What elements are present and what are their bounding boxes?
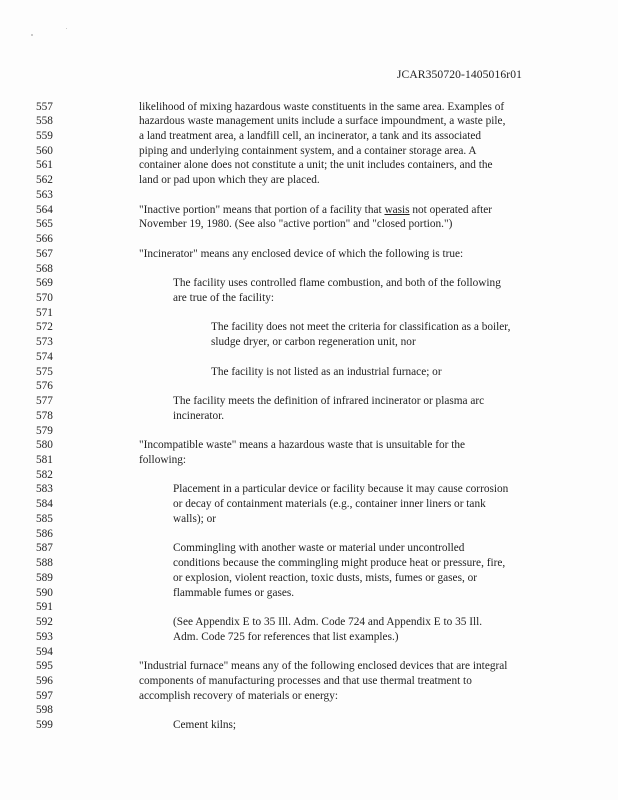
document-line (0, 512, 618, 527)
line-text (173, 630, 399, 645)
line-text (139, 453, 186, 468)
line-number: 580 (36, 439, 53, 452)
line-text (139, 158, 493, 173)
line-number: 565 (36, 218, 53, 231)
line-text (139, 114, 505, 129)
document-line (0, 645, 618, 660)
line-number: 581 (36, 454, 53, 467)
line-text-segment: not operated after (409, 203, 493, 216)
line-text-segment: "Incompatible waste" means a hazardous waste that is unsuitable for the (139, 439, 466, 452)
document-line (0, 365, 618, 380)
line-number: 575 (36, 365, 53, 378)
document-line (0, 306, 618, 321)
line-number: 583 (36, 483, 53, 496)
line-text (139, 144, 477, 159)
document-line (0, 129, 618, 144)
document-line (0, 144, 618, 159)
line-number: 577 (36, 395, 53, 408)
line-text-segment: The facility does not meet the criteria for classification as a boiler, (211, 321, 511, 334)
line-text-segment: container alone does not constitute a unit; the unit includes containers, and the (139, 159, 493, 172)
line-number: 566 (36, 233, 53, 246)
document-line (0, 556, 618, 571)
line-text (173, 586, 294, 601)
document-line (0, 100, 618, 115)
document-line (0, 158, 618, 173)
line-text-segment: Placement in a particular device or facility because it may cause corrosion (173, 483, 509, 496)
document-line (0, 674, 618, 689)
line-number: 557 (36, 100, 53, 113)
document-line (0, 409, 618, 424)
amended-text-underline: wasis (384, 203, 410, 216)
line-text (139, 659, 507, 674)
line-text (173, 276, 501, 291)
document-line (0, 615, 618, 630)
line-text-segment: piping and underlying containment system, and a container storage area. A (139, 144, 477, 157)
line-number: 562 (36, 174, 53, 187)
line-text-segment: walls); or (173, 512, 216, 525)
document-line (0, 600, 618, 615)
line-text-segment: hazardous waste management units include a surface impoundment, a waste pile, (139, 115, 506, 128)
document-line (0, 320, 618, 335)
line-number: 564 (36, 203, 53, 216)
line-number: 598 (36, 704, 53, 717)
line-text (139, 100, 504, 115)
line-text (173, 291, 274, 306)
line-text-segment: Cement kilns; (173, 719, 237, 732)
line-number: 568 (36, 262, 53, 275)
line-number: 596 (36, 674, 53, 687)
line-text (173, 718, 236, 733)
line-text-segment: flammable fumes or gases. (173, 586, 295, 599)
document-line (0, 394, 618, 409)
document-line (0, 350, 618, 365)
document-line (0, 527, 618, 542)
document-line (0, 232, 618, 247)
document-line (0, 379, 618, 394)
line-text (139, 438, 465, 453)
line-text (173, 497, 486, 512)
document-line (0, 497, 618, 512)
line-text-segment: "Inactive portion" means that portion of a facility that (139, 203, 385, 216)
line-number: 597 (36, 689, 53, 702)
document-line (0, 276, 618, 291)
line-text-segment: sludge dryer, or carbon regeneration unit, nor (211, 336, 416, 349)
line-text (139, 173, 320, 188)
line-text (139, 203, 492, 218)
line-number: 590 (36, 586, 53, 599)
line-number: 591 (36, 601, 53, 614)
document-line (0, 424, 618, 439)
line-text (173, 571, 477, 586)
line-text-segment: or explosion, violent reaction, toxic dusts, mists, fumes or gases, or (173, 571, 478, 584)
line-text (173, 394, 484, 409)
document-line (0, 203, 618, 218)
line-text-segment: The facility is not listed as an industrial furnace; or (211, 365, 442, 378)
line-text (139, 674, 472, 689)
line-text (139, 689, 338, 704)
line-text-segment: following: (139, 454, 187, 467)
line-text-segment: accomplish recovery of materials or energy: (139, 689, 338, 702)
line-text-segment: incinerator. (173, 409, 225, 422)
document-line (0, 173, 618, 188)
document-line (0, 335, 618, 350)
line-number: 563 (36, 188, 53, 201)
document-line (0, 468, 618, 483)
line-text-segment: (See Appendix E to 35 Ill. Adm. Code 724 and Appendix E to 35 Ill. (173, 616, 483, 629)
document-line (0, 689, 618, 704)
line-text-segment: are true of the facility: (173, 291, 274, 304)
line-text-segment: The facility meets the definition of infrared incinerator or plasma arc (173, 395, 485, 408)
line-text-segment: a land treatment area, a landfill cell, an incinerator, a tank and its associated (139, 129, 482, 142)
line-text (173, 615, 482, 630)
line-text (173, 482, 508, 497)
line-number: 594 (36, 645, 53, 658)
line-text-segment: November 19, 1980. (See also "active portion" and "closed portion.") (139, 218, 453, 231)
line-number: 570 (36, 291, 53, 304)
document-line (0, 188, 618, 203)
line-number: 589 (36, 571, 53, 584)
line-number: 567 (36, 247, 53, 260)
line-text-segment: or decay of containment materials (e.g., container inner liners or tank (173, 498, 486, 511)
document-line (0, 659, 618, 674)
line-text (139, 247, 463, 262)
line-number: 599 (36, 719, 53, 732)
document-line (0, 262, 618, 277)
line-number: 571 (36, 306, 53, 319)
line-text (173, 541, 464, 556)
line-number: 572 (36, 321, 53, 334)
line-number: 593 (36, 630, 53, 643)
document-line (0, 453, 618, 468)
line-number: 592 (36, 616, 53, 629)
line-text (211, 320, 510, 335)
line-number: 569 (36, 277, 53, 290)
document-line (0, 247, 618, 262)
line-number: 561 (36, 159, 53, 172)
line-text-segment: land or pad upon which they are placed. (139, 174, 320, 187)
document-line (0, 630, 618, 645)
line-number: 558 (36, 115, 53, 128)
line-text-segment: components of manufacturing processes and that use thermal treatment to (139, 674, 472, 687)
line-text-segment: conditions because the commingling might produce heat or pressure, fire, (173, 557, 506, 570)
line-number: 587 (36, 542, 53, 555)
line-number: 588 (36, 557, 53, 570)
line-text-segment: "Industrial furnace" means any of the following enclosed devices that are integral (139, 660, 508, 673)
line-number: 585 (36, 512, 53, 525)
scan-speck (31, 34, 33, 36)
line-number: 573 (36, 336, 53, 349)
document-line (0, 291, 618, 306)
line-number: 576 (36, 380, 53, 393)
line-text (173, 512, 216, 527)
document-line (0, 571, 618, 586)
line-text-segment: Commingling with another waste or material under uncontrolled (173, 542, 465, 555)
document-line (0, 586, 618, 601)
document-line (0, 217, 618, 232)
document-line (0, 541, 618, 556)
line-text (211, 365, 442, 380)
line-text (139, 129, 481, 144)
line-number: 579 (36, 424, 53, 437)
document-line (0, 114, 618, 129)
line-number: 574 (36, 350, 53, 363)
line-text (211, 335, 416, 350)
line-text (173, 556, 505, 571)
document-id-header: JCAR350720-1405016r01 (396, 68, 522, 81)
line-number: 578 (36, 409, 53, 422)
line-number: 582 (36, 468, 53, 481)
line-text-segment: likelihood of mixing hazardous waste constituents in the same area. Examples of (139, 100, 505, 113)
document-line (0, 438, 618, 453)
document-line (0, 482, 618, 497)
document-line (0, 703, 618, 718)
line-number: 586 (36, 527, 53, 540)
line-text (173, 409, 224, 424)
line-number: 584 (36, 498, 53, 511)
line-text (139, 217, 452, 232)
line-number: 560 (36, 144, 53, 157)
line-text-segment: "Incinerator" means any enclosed device of which the following is true: (139, 247, 464, 260)
line-text-segment: The facility uses controlled flame combustion, and both of the following (173, 277, 501, 290)
document-line (0, 718, 618, 733)
scan-speck (66, 28, 67, 29)
line-text-segment: Adm. Code 725 for references that list examples.) (173, 630, 399, 643)
line-number: 559 (36, 129, 53, 142)
line-number: 595 (36, 660, 53, 673)
